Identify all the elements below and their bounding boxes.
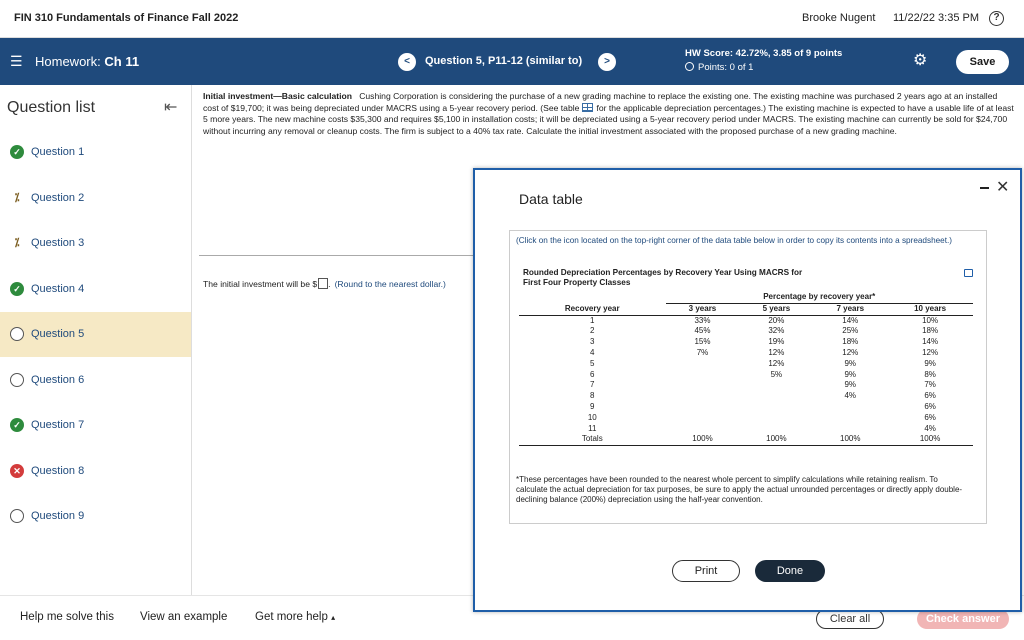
- table-cell: 14%: [842, 315, 859, 325]
- column-header: 7 years: [813, 303, 887, 315]
- table-cell: [666, 413, 740, 424]
- table-cell: 9%: [924, 358, 936, 368]
- table-cell: 5: [590, 358, 595, 368]
- answer-input[interactable]: [318, 278, 331, 289]
- collapse-sidebar-icon[interactable]: ⇤: [164, 99, 178, 116]
- check-answer-button[interactable]: Check answer: [917, 609, 1009, 629]
- hw-score: [685, 48, 842, 60]
- table-cell: 12%: [768, 347, 785, 357]
- table-cell: 8: [590, 391, 595, 401]
- homework-label-text: Homework:: [35, 54, 101, 69]
- question-title: Question 5, P11-12 (similar to): [425, 55, 583, 67]
- table-cell: [739, 413, 813, 424]
- question-list-label: Question 9: [31, 510, 85, 522]
- column-header: 3 years: [666, 303, 740, 315]
- problem-statement: [203, 91, 1015, 137]
- table-cell: [666, 359, 740, 370]
- question-list-item[interactable]: [0, 403, 191, 448]
- table-group-spacer: [519, 292, 666, 303]
- problem-heading: Initial investment—Basic calculation: [203, 91, 353, 101]
- table-cell: 7%: [696, 347, 709, 357]
- table-cell: 12%: [842, 347, 859, 357]
- print-button[interactable]: Print: [672, 560, 740, 582]
- table-row: [519, 370, 973, 381]
- table-cell: 14%: [922, 337, 939, 347]
- table-cell: 4%: [924, 423, 936, 433]
- question-list-item[interactable]: [0, 267, 191, 312]
- table-cell: 10: [587, 412, 597, 422]
- question-list-label: Question 5: [31, 328, 85, 340]
- previous-question-button[interactable]: <: [398, 53, 416, 71]
- table-row: [519, 391, 973, 402]
- question-list-label: Question 4: [31, 282, 85, 295]
- problem-text-b: for the applicable depreciation percentages.) The existing machine is expected to have a usable life of at least 5 more years. The new machine costs $35,300 and requires $5,100 in installation costs; it will be depreciated using a 5-year recovery period under MACRS. The existing machine can currently be sold for $24,700 without incurring any removal or cleanup costs. The firm is subject to a 40% tax rate. Calculate the initial investment associated with the proposed purchase of a new grading machine.: [203, 102, 1014, 136]
- open-circle-icon: [10, 373, 24, 387]
- question-list-item[interactable]: [0, 176, 191, 221]
- table-cell: [666, 424, 740, 435]
- question-list-item[interactable]: [0, 449, 191, 494]
- table-cell: [666, 380, 740, 391]
- menu-icon[interactable]: ☰: [10, 53, 23, 69]
- table-cell: 20%: [768, 315, 785, 325]
- totals-cell: 100%: [666, 434, 740, 445]
- table-row: [519, 402, 973, 413]
- table-cell: 12%: [768, 358, 785, 368]
- answer-suffix: .: [328, 279, 331, 289]
- open-circle-icon: [10, 509, 24, 523]
- table-cell: 6%: [924, 412, 936, 422]
- totals-row: [519, 434, 973, 445]
- open-circle-icon: [10, 327, 24, 341]
- table-row: [519, 326, 973, 337]
- get-more-help-text: Get more help: [255, 611, 328, 623]
- divider: [199, 255, 473, 256]
- get-more-help-link[interactable]: [255, 611, 335, 623]
- data-table-modal: [473, 168, 1022, 612]
- view-example-link[interactable]: View an example: [140, 611, 228, 623]
- table-cell: 45%: [694, 326, 711, 336]
- totals-cell: 100%: [739, 434, 813, 445]
- answer-hint: (Round to the nearest dollar.): [334, 279, 446, 289]
- help-icon[interactable]: ?: [989, 11, 1004, 26]
- table-cell: 1: [590, 315, 595, 325]
- question-list-sidebar: [0, 85, 192, 595]
- table-cell: [666, 370, 740, 381]
- minimize-icon[interactable]: [980, 187, 989, 189]
- caret-up-icon: ▴: [331, 613, 336, 622]
- close-icon[interactable]: ✕: [996, 179, 1010, 196]
- answer-line: [203, 278, 446, 289]
- question-list-item[interactable]: [0, 494, 191, 539]
- hw-score-text: HW Score: 42.72%, 3.85 of 9 points: [685, 48, 843, 59]
- points: [685, 62, 753, 73]
- question-list-label: Question 7: [31, 419, 85, 431]
- table-cell: 9%: [844, 369, 857, 379]
- table-cell: [739, 391, 813, 402]
- table-cell: 15%: [694, 337, 711, 347]
- cross-icon: ✕: [10, 464, 24, 478]
- save-button[interactable]: Save: [956, 50, 1009, 74]
- user-name[interactable]: Brooke Nugent: [802, 12, 876, 24]
- data-table-panel: [509, 230, 987, 524]
- date-time: 11/22/22 3:35 PM: [893, 12, 980, 24]
- points-circle-icon: [685, 62, 694, 71]
- table-cell: 6: [590, 369, 595, 379]
- table-row: [519, 380, 973, 391]
- gear-icon[interactable]: ⚙: [913, 52, 928, 69]
- check-icon: ✓: [10, 282, 24, 296]
- table-row: [519, 315, 973, 326]
- table-row: [519, 359, 973, 370]
- column-header: 5 years: [739, 303, 813, 315]
- table-cell: [813, 402, 887, 413]
- table-cell: [739, 424, 813, 435]
- table-cell: 18%: [842, 337, 859, 347]
- question-list-item[interactable]: [0, 130, 191, 175]
- clear-all-button[interactable]: Clear all: [816, 609, 884, 629]
- question-list-item[interactable]: [0, 221, 191, 266]
- partial-credit-icon: ⁒: [14, 191, 20, 204]
- table-cell: 8%: [924, 369, 936, 379]
- group-header: Percentage by recovery year*: [666, 292, 973, 303]
- table-row: [519, 348, 973, 359]
- table-cell: [666, 402, 740, 413]
- problem-text-a: Cushing Corporation is considering the purchase of a new grading machine to replace the existing one. The existing machine was purchased 2 years ago at an installed cost of $19,700; it was being depreciated under MACRS using a 5-year recovery period. (See table: [203, 91, 998, 113]
- homework-chapter: Ch 11: [104, 54, 140, 69]
- data-table-icon[interactable]: [582, 103, 593, 112]
- totals-cell: 100%: [887, 434, 973, 445]
- top-bar: [0, 0, 1024, 38]
- done-button[interactable]: Done: [755, 560, 825, 582]
- table-row: [519, 337, 973, 348]
- table-row: [519, 424, 973, 435]
- question-list-item[interactable]: [0, 312, 191, 357]
- question-list-label: Question 1: [31, 146, 85, 158]
- totals-cell: Totals: [519, 434, 666, 445]
- question-list-title: Question list: [7, 99, 96, 116]
- table-cell: 11: [588, 423, 597, 433]
- table-cell: 4: [590, 347, 595, 357]
- table-cell: 5%: [770, 369, 783, 379]
- table-cell: 7%: [924, 380, 936, 390]
- totals-cell: 100%: [813, 434, 887, 445]
- table-cell: 4%: [844, 391, 857, 401]
- table-cell: 2: [590, 326, 595, 336]
- copy-note: (Click on the icon located on the top-right corner of the data table below in order to copy its contents into a spreadsheet.): [516, 236, 953, 245]
- question-list-item[interactable]: [0, 358, 191, 403]
- course-title: FIN 310 Fundamentals of Finance Fall 2022: [14, 12, 239, 24]
- table-cell: 19%: [768, 337, 785, 347]
- question-list-label: Question 6: [31, 373, 85, 386]
- table-cell: 10%: [922, 315, 939, 325]
- homework-label: [35, 54, 139, 69]
- table-cell: 25%: [842, 326, 859, 336]
- check-icon: ✓: [10, 418, 24, 432]
- question-list-label: Question 8: [31, 464, 85, 477]
- table-cell: [666, 391, 740, 402]
- column-header: 10 years: [887, 303, 973, 315]
- table-cell: 32%: [768, 326, 785, 336]
- column-header: Recovery year: [519, 303, 666, 315]
- table-cell: 9%: [844, 380, 857, 390]
- check-icon: ✓: [10, 145, 24, 159]
- help-me-solve-link[interactable]: Help me solve this: [20, 611, 114, 623]
- table-cell: 6%: [924, 401, 936, 411]
- next-question-button[interactable]: >: [598, 53, 616, 71]
- table-cell: 6%: [924, 391, 936, 401]
- table-cell: 9%: [844, 358, 857, 368]
- table-cell: 9: [590, 401, 595, 411]
- macrs-table: [519, 292, 973, 446]
- table-cell: 3: [590, 337, 595, 347]
- table-title-line-2: First Four Property Classes: [523, 278, 631, 287]
- table-cell: 33%: [694, 315, 711, 325]
- homework-nav-bar: [0, 38, 1024, 85]
- table-cell: 12%: [922, 347, 939, 357]
- answer-prefix: The initial investment will be $: [203, 279, 318, 289]
- table-row: [519, 413, 973, 424]
- table-cell: [813, 413, 887, 424]
- copy-to-spreadsheet-icon[interactable]: [964, 269, 973, 277]
- table-title: [523, 268, 802, 288]
- table-cell: 18%: [922, 326, 939, 336]
- partial-credit-icon: ⁒: [14, 237, 20, 249]
- modal-title: Data table: [519, 191, 583, 207]
- table-cell: [813, 424, 887, 435]
- table-cell: [739, 380, 813, 391]
- footnote: *These percentages have been rounded to the nearest whole percent to simplify calculations while retaining realism. To calculate the actual depreciation for tax purposes, be sure to apply the actual unrounded percentages or directly apply double-declining balance (200%) depreciation using the half-year convention.: [516, 475, 963, 505]
- question-list-label: Question 3: [31, 237, 85, 249]
- question-list-label: Question 2: [31, 191, 85, 204]
- points-text: Points: 0 of 1: [698, 62, 754, 73]
- table-cell: [739, 402, 813, 413]
- table-title-line-1: Rounded Depreciation Percentages by Recovery Year Using MACRS for: [523, 268, 803, 277]
- table-cell: 7: [590, 380, 595, 390]
